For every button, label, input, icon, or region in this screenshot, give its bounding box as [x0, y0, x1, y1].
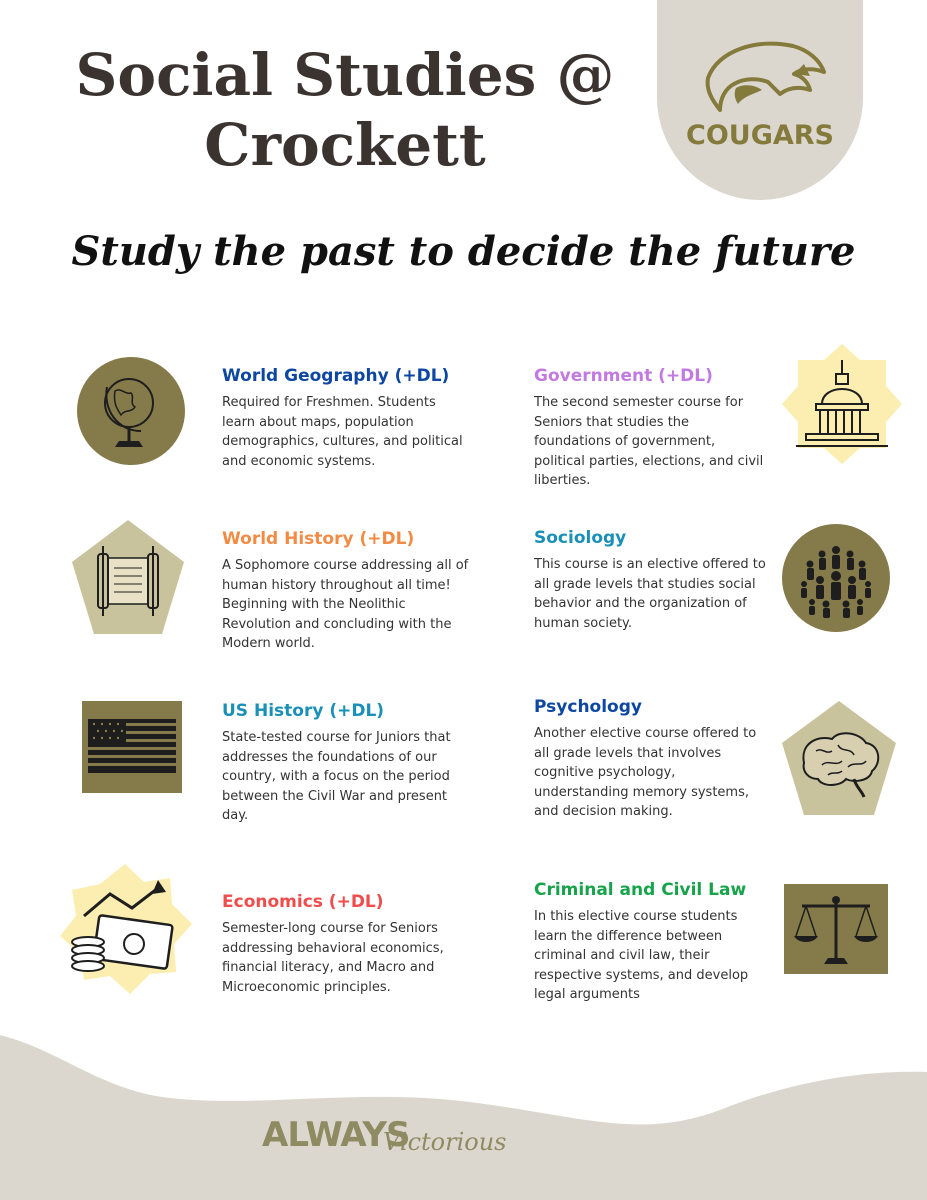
- course-psychology: [534, 696, 769, 822]
- course-description: A Sophomore course addressing all of human history throughout all time! Beginning with the Neolithic Revolution and concluding with the Modern world.: [222, 558, 469, 651]
- course-description: The second semester course for Seniors that studies the foundations of government, political parties, elections, and civil liberties.: [534, 395, 764, 488]
- brain-icon: [782, 701, 896, 815]
- course-title: Criminal and Civil Law: [534, 880, 747, 900]
- title-line-2: Crockett: [204, 111, 486, 179]
- logo-text: COUGARS: [686, 120, 834, 151]
- course-title: US History (+DL): [222, 701, 385, 721]
- page-title: [40, 40, 650, 180]
- course-title: Sociology: [534, 528, 627, 548]
- course-title: Economics (+DL): [222, 892, 384, 912]
- course-title: World History (+DL): [222, 529, 415, 549]
- cougar-head-icon: [698, 38, 828, 118]
- course-description: In this elective course students learn the difference between criminal and civil law, their respective systems, and develop legal arguments: [534, 909, 749, 1002]
- title-line-1: Social Studies @: [75, 41, 615, 109]
- money-growth-icon: [58, 864, 192, 994]
- course-economics: [222, 891, 472, 997]
- footer-wave: [0, 1030, 927, 1200]
- course-government: [534, 365, 769, 491]
- course-title: Government (+DL): [534, 366, 713, 386]
- course-world-geography: [222, 365, 472, 471]
- footer-victorious: Victorious: [383, 1128, 507, 1156]
- course-criminal-civil-law: [534, 879, 769, 1005]
- course-description: Semester-long course for Seniors addressing behavioral economics, financial literacy, and Macro and Microeconomic principles.: [222, 921, 444, 995]
- course-description: Required for Freshmen. Students learn about maps, population demographics, cultures, and political and economic systems.: [222, 395, 463, 469]
- course-sociology: [534, 527, 769, 633]
- scales-of-justice-icon: [784, 884, 888, 974]
- course-description: State-tested course for Juniors that addresses the foundations of our country, with a focus on the period between the Civil War and present day.: [222, 730, 451, 823]
- course-us-history: [222, 700, 472, 826]
- tagline: Study the past to decide the future: [71, 228, 856, 275]
- crowd-icon: [782, 524, 890, 632]
- course-world-history: [222, 528, 472, 654]
- scroll-icon: [72, 520, 184, 634]
- course-description: This course is an elective offered to all grade levels that studies social behavior and the organization of human society.: [534, 557, 766, 631]
- course-title: Psychology: [534, 697, 642, 717]
- course-title: World Geography (+DL): [222, 366, 450, 386]
- course-description: Another elective course offered to all grade levels that involves cognitive psychology, understanding memory systems, and decision making.: [534, 726, 757, 819]
- us-flag-icon: [82, 701, 182, 793]
- capitol-building-icon: [782, 344, 902, 464]
- footer-always: ALWAYS: [262, 1115, 410, 1155]
- globe-icon: [77, 357, 185, 465]
